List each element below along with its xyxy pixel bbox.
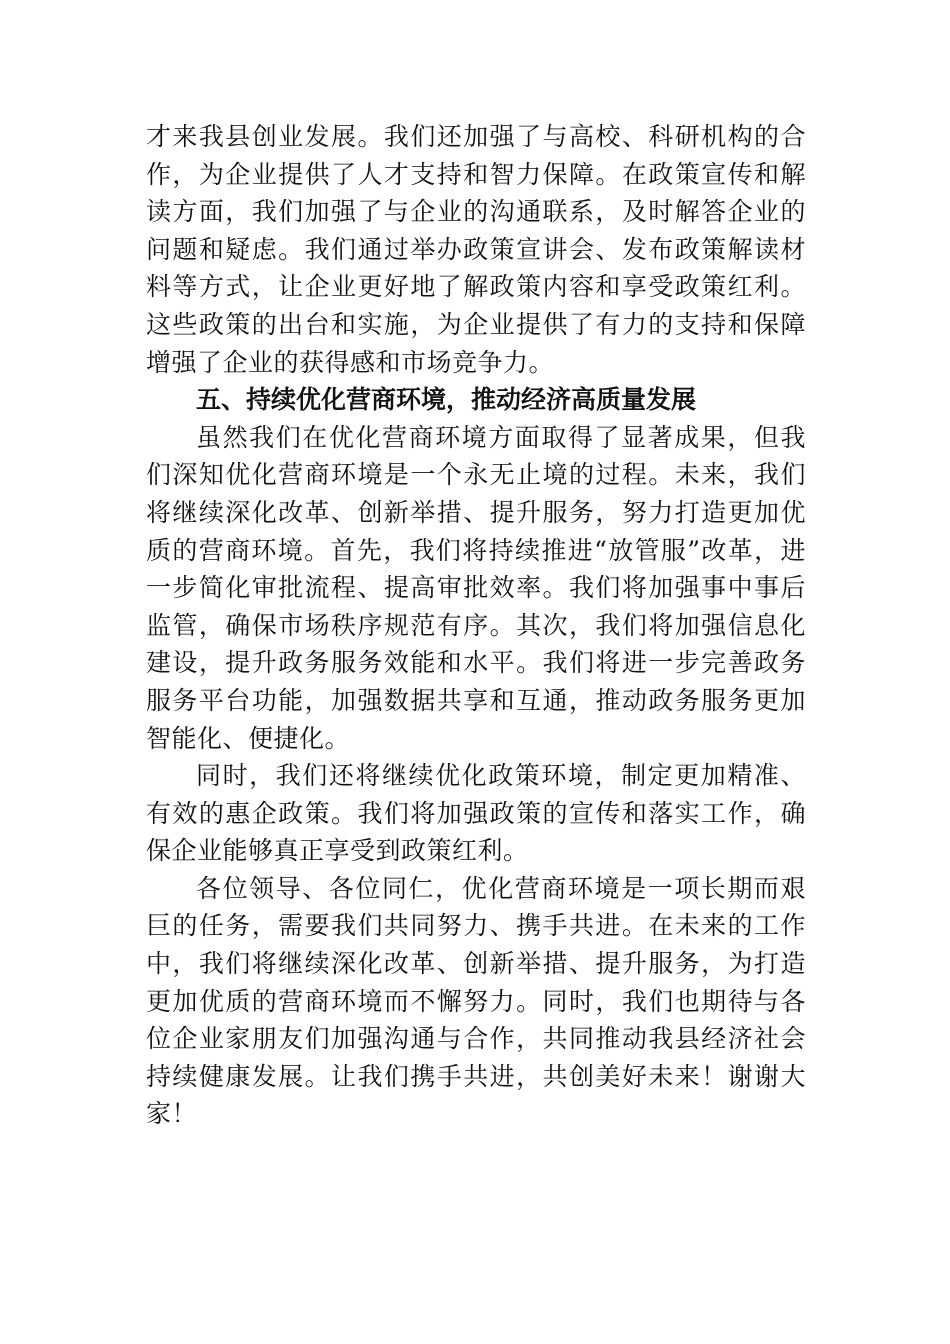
document-body [146,118,806,1133]
paragraph-1: 虽然我们在优化营商环境方面取得了显著成果，但我们深知优化营商环境是一个永无止境的过程。未来，我们将继续深化改革、创新举措、提升服务，努力打造更加优质的营商环境。首先，我们将持续推进“放管服”改革，进一步简化审批流程、提高审批效率。我们将加强事中事后监管，确保市场秩序规范有序。其次，我们将加强信息化建设，提升政务服务效能和水平。我们将进一步完善政务服务平台功能，加强数据共享和互通，推动政务服务更加智能化、便捷化。 [146,422,806,753]
paragraph-continued: 才来我县创业发展。我们还加强了与高校、科研机构的合作，为企业提供了人才支持和智力保障。在政策宣传和解读方面，我们加强了与企业的沟通联系，及时解答企业的问题和疑虑。我们通过举办政策宣讲会、发布政策解读材料等方式，让企业更好地了解政策内容和享受政策红利。这些政策的出台和实施，为企业提供了有力的支持和保障增强了企业的获得感和市场竞争力。 [146,122,806,377]
paragraph-2: 同时，我们还将继续优化政策环境，制定更加精准、有效的惠企政策。我们将加强政策的宣传和落实工作，确保企业能够真正享受到政策红利。 [146,761,806,866]
section-heading: 五、持续优化营商环境，推动经济高质量发展 [196,385,697,415]
paragraph-3: 各位领导、各位同仁，优化营商环境是一项长期而艰巨的任务，需要我们共同努力、携手共进。在未来的工作中，我们将继续深化改革、创新举措、提升服务，为打造更加优质的营商环境而不懈努力。同时，我们也期待与各位企业家朋友们加强沟通与合作，共同推动我县经济社会持续健康发展。让我们携手共进，共创美好未来！谢谢大家！ [146,873,806,1129]
